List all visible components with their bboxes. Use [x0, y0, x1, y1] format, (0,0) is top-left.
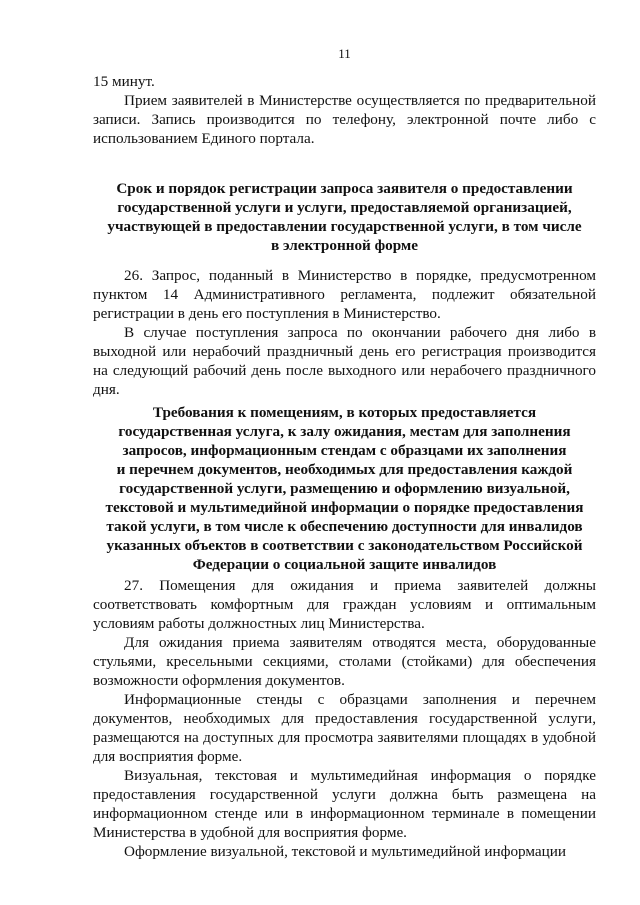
paragraph-waiting-places: Для ожидания приема заявителям отводятся места, оборудованные стульями, кресельными секциями, столами (стойками) для обеспечения возможности оформления документов.	[93, 634, 596, 689]
paragraph-info-stands: Информационные стенды с образцами заполнения и перечнем документов, необходимых для предоставления государственной услуги, размещаются на доступных для просмотра заявителями площадях в удобной для восприятия форме.	[93, 691, 596, 765]
paragraph-after-hours: В случае поступления запроса по окончании рабочего дня либо в выходной или нерабочий праздничный день его регистрация производится на следующий рабочий день после выходного или нерабочего праздничного дня.	[93, 324, 596, 398]
heading-line: запросов, информационным стендам с образцами их заполнения	[122, 442, 567, 459]
section-heading-registration	[93, 179, 596, 255]
paragraph-26: 26. Запрос, поданный в Министерство в порядке, предусмотренном пунктом 14 Административного регламента, подлежит обязательной регистрации в день его поступления в Министерство.	[93, 267, 596, 322]
paragraph-info-design: Оформление визуальной, текстовой и мультимедийной информации	[124, 843, 567, 860]
paragraph-appointment: Прием заявителей в Министерстве осуществляется по предварительной записи. Запись производится по телефону, электронной почте либо с использованием Единого портала.	[93, 92, 596, 147]
heading-line: в электронной форме	[270, 237, 419, 254]
heading-line: государственной услуги и услуги, предоставляемой организацией,	[117, 199, 572, 216]
heading-line: такой услуги, в том числе к обеспечению доступности для инвалидов	[106, 518, 583, 535]
intro-section	[93, 72, 596, 148]
heading-line: и перечнем документов, необходимых для предоставления каждой	[116, 461, 573, 478]
heading-line: участвующей в предоставлении государственной услуги, в том числе	[107, 218, 582, 235]
heading-line: Требования к помещениям, в которых предоставляется	[152, 404, 537, 421]
heading-line: текстовой и мультимедийной информации о порядке предоставления	[105, 499, 584, 516]
heading-line: государственная услуга, к залу ожидания, местам для заполнения	[118, 423, 571, 440]
paragraph-continuation: 15 минут.	[93, 73, 155, 90]
section-heading-premises	[93, 403, 596, 574]
heading-line: указанных объектов в соответствии с законодательством Российской	[106, 537, 583, 554]
registration-section	[93, 266, 596, 399]
premises-section	[93, 576, 596, 861]
heading-line: государственной услуги, размещению и оформлению визуальной,	[119, 480, 570, 497]
paragraph-27: 27. Помещения для ожидания и приема заявителей должны соответствовать комфортным для граждан условиям и оптимальным условиям работы должностных лиц Министерства.	[93, 577, 596, 632]
heading-line: Федерации о социальной защите инвалидов	[192, 556, 497, 573]
page-number: 11	[338, 46, 351, 61]
paragraph-visual-info: Визуальная, текстовая и мультимедийная информация о порядке предоставления государственной услуги должна быть размещена на информационном стенде или в информационном терминале в помещении Министерства в удобной для восприятия форме.	[93, 767, 596, 841]
heading-line: Срок и порядок регистрации запроса заявителя о предоставлении	[116, 180, 573, 197]
